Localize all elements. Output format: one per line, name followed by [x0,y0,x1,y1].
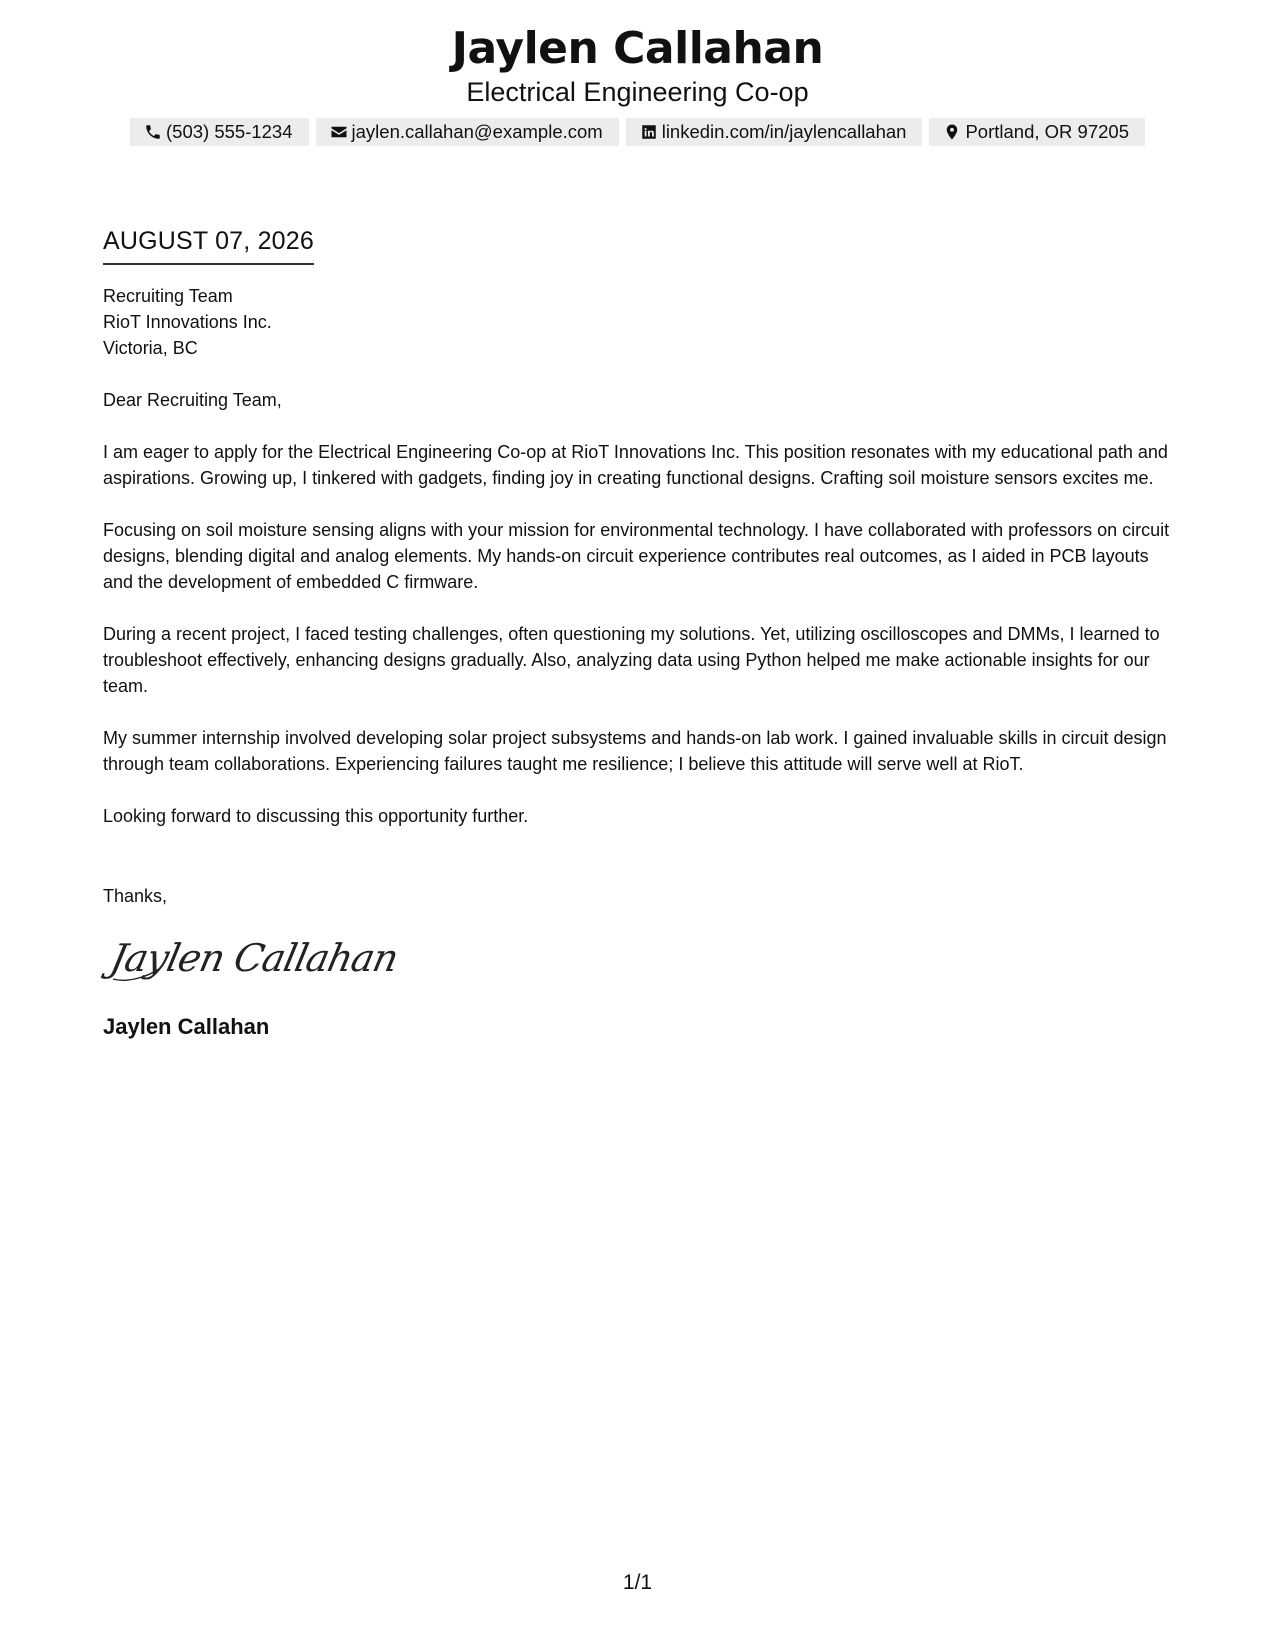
map-pin-icon [943,123,961,141]
contact-email-text: jaylen.callahan@example.com [351,121,603,142]
applicant-role: Electrical Engineering Co-op [466,77,809,107]
contact-bar [0,118,1275,146]
body-paragraph: My summer internship involved developing solar project subsystems and hands-on lab work. I gained invaluable skills in circuit design through team collaborations. Experiencing failures taught me resilience; I believe this attitude will serve well at RioT. [103,728,1167,774]
applicant-name: Jaylen Callahan [451,23,824,74]
contact-phone-text: (503) 555-1234 [166,121,293,142]
contact-location-text: Portland, OR 97205 [965,121,1129,142]
contact-location [929,118,1145,146]
salutation: Dear Recruiting Team, [103,390,282,410]
handwritten-signature [107,931,1183,987]
signer-name: Jaylen Callahan [103,1014,270,1039]
phone-icon [144,123,162,141]
body-paragraph: Focusing on soil moisture sensing aligns with your mission for environmental technology. I have collaborated with professors on circuit designs, blending digital and analog elements. My hands-on circuit experience contributes real outcomes, as I aided in PCB layouts and the development of embedded C firmware. [103,520,1170,592]
recipient-block [103,283,1183,361]
closing: Thanks, [103,886,168,906]
body-paragraph: I am eager to apply for the Electrical Engineering Co-op at RioT Innovations Inc. This position resonates with my educational path and aspirations. Growing up, I tinkered with gadgets, finding joy in creating functional designs. Crafting soil moisture sensors excites me. [103,442,1168,488]
linkedin-icon [640,123,658,141]
recipient-line: RioT Innovations Inc. [103,312,272,332]
contact-phone [130,118,309,146]
body-paragraph: During a recent project, I faced testing challenges, often questioning my solutions. Yet, utilizing oscilloscopes and DMMs, I learned to troubleshoot effectively, enhancing designs gradually. Also, analyzing data using Python helped me make actionable insights for our team. [103,624,1160,696]
contact-linkedin-text: linkedin.com/in/jaylencallahan [661,121,907,142]
body-paragraph: Looking forward to discussing this opportunity further. [103,806,529,826]
svg-text:Jaylen Callahan: Jaylen Callahan [106,936,402,981]
page-number: 1/1 [622,1571,653,1594]
recipient-line: Victoria, BC [103,338,198,358]
contact-email [316,118,619,146]
letter-date: AUGUST 07, 2026 [103,224,314,265]
letter-header [0,22,1275,146]
signature-image [106,931,402,987]
recipient-line: Recruiting Team [103,286,233,306]
letter-body [103,224,1183,1041]
contact-linkedin [626,118,923,146]
envelope-icon [330,123,348,141]
